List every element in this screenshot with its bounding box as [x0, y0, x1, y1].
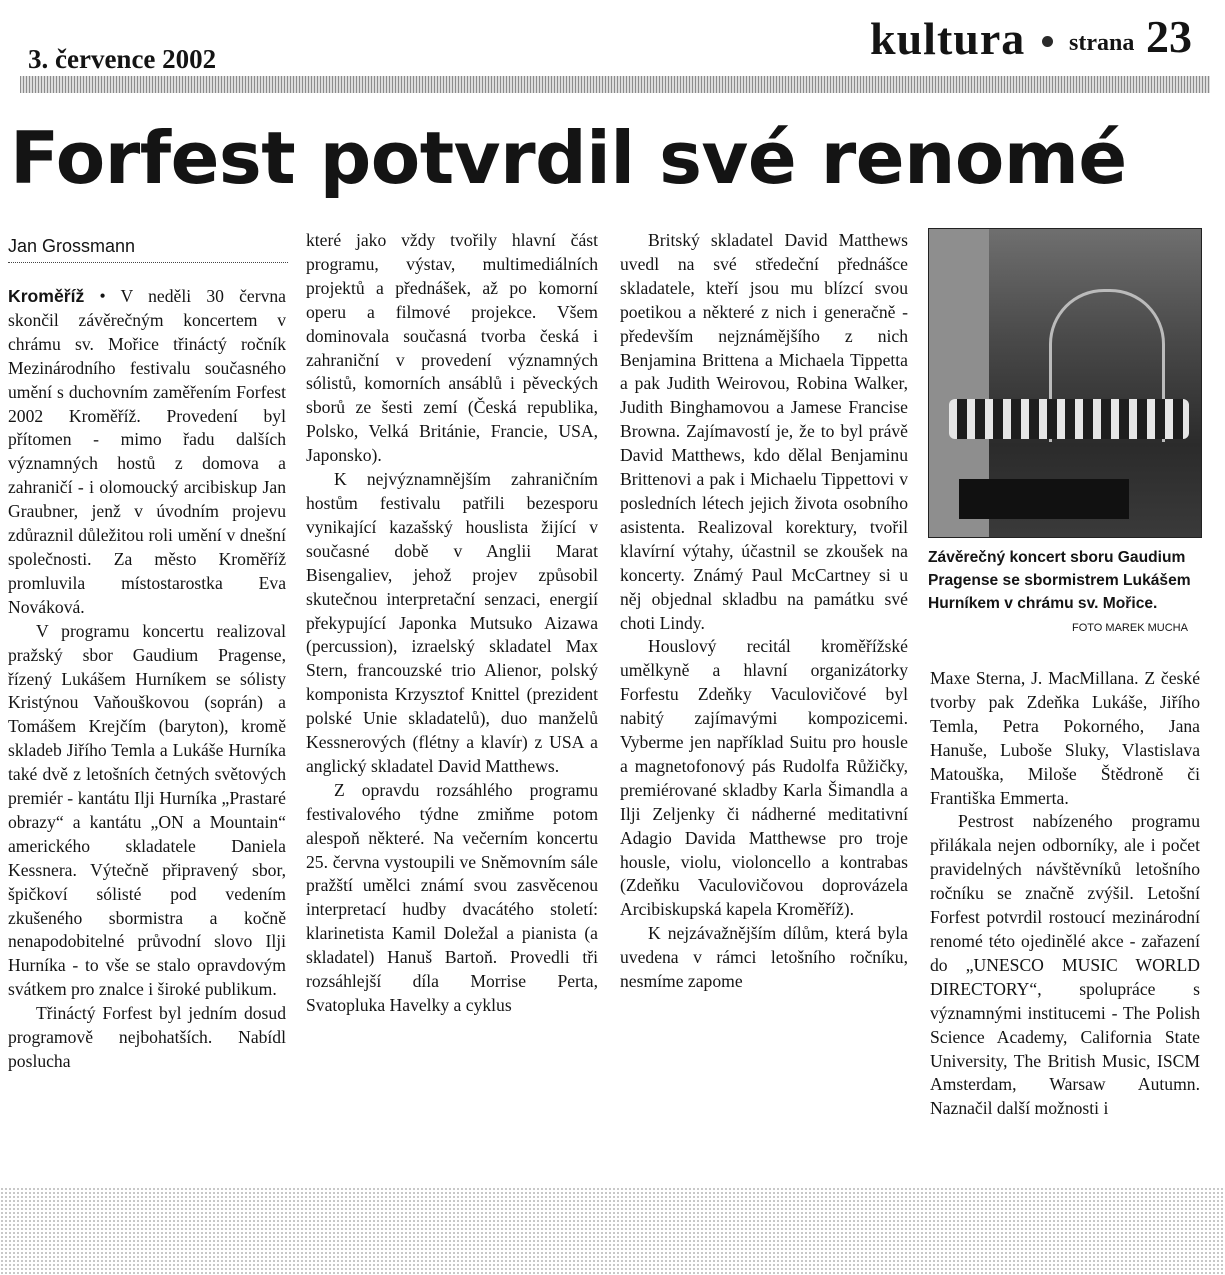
paragraph [8, 285, 286, 620]
scan-dot-pattern [0, 1187, 1225, 1275]
page-number: 23 [1146, 11, 1192, 62]
bullet-icon: • [99, 286, 121, 306]
paragraph: které jako vždy tvořily hlavní část programu, výstav, multimediálních projektů a přednášek, až po komorní operu a filmové projekce. Všem dominovala současná tvorba česká i zahraniční v provedení významných sólistů, komorních ansáblů i pěveckých sborů ze šesti zemí (Česká republika, Polsko, Velká Británie, Francie, USA, Japonsko). [306, 230, 598, 466]
piano-shape [959, 479, 1129, 519]
paragraph: Britský skladatel David Matthews uvedl na své středeční přednášce skladatele, kteří jsou mu blízcí svou poetikou a některé z nich i generačně - především nejznámějšího z nich Benjamina Brittena a Michaela Tippetta a pak Judith Weirovou, Robina Walker, Judith Binghamovou a Jamese Francise Browna. Zajímavostí je, že to byl právě David Matthews, kdo dělal Benjaminu Brittenovi a pak i Michaelu Tippettovi v posledních létech jejich života osobního asistenta. Realizoval korektury, tvořil klavírní výtahy, účastnil se zkoušek na koncerty. Známý Paul McCartney si u něj objednal skladbu na památku své choti Lindy. [620, 230, 908, 633]
paragraph: Houslový recitál kroměřížské umělkyně a hlavní organizátorky Forfestu Zdeňky Vaculovičové byl nabitý zajímavými kompozicemi. Vyberme jen například Suitu pro housle a magnetofonový pás Rudolfa Růžičky, premiérované skladby Karla Šimandla a Ilji Zeljenky či nádherné meditativní Adagio Davida Matthewse pro troje housle, violu, violoncello a kontrabas (Zdeňku Vaculovičovou doprovázela Arcibiskupská kapela Kroměříž). [620, 636, 908, 920]
paragraph: K nejvýznamnějším zahraničním hostům festivalu patřili bezesporu vynikající kazašský houslista žijící v současné době v Anglii Marat Bisengaliev, jehož projev způsobil skutečnou interpretační senzaci, energií překypující Japonka Mutsuko Aizawa (percussion), izraelský skladatel Max Stern, francouzské trio Alienor, polský komponista Krzysztof Knittel (prezident polské Unie skladatelů), duo manželů Kessnerových (flétny a klavír) z USA a anglický skladatel David Matthews. [306, 469, 598, 776]
headline: Forfest potvrdil své renomé [10, 116, 1127, 200]
article-column-3 [620, 229, 908, 1185]
issue-date: 3. července 2002 [28, 44, 217, 74]
article-column-1 [8, 285, 286, 1185]
page-label: strana [1069, 30, 1135, 56]
byline: Jan Grossmann [8, 236, 136, 256]
byline-divider [8, 262, 288, 263]
dateline-place: Kroměříž [8, 286, 85, 306]
choir-figures [949, 399, 1189, 439]
paragraph: V programu koncertu realizoval pražský sbor Gaudium Pragense, řízený Lukášem Hurníkem se sólisty Kristýnou Vaňouškovou (soprán) a Tomášem Krejčím (baryton), kromě skladeb Jiřího Temla a Lukáše Hurníka také dvě z letošních četných světových premiér - kantátu Ilji Hurníka „Prastaré obrazy“ a kantátu „ON a Mountain“ amerického skladatele Daniela Kessnera. Výtečně připravený sbor, špičkoví sólisté pod vedením zkušeného sbormistra a kočně nenapodobitelné průvodní slovo Ilji Hurníka - to vše se stalo opravdovým svátkem pro znalce i široké publikum. [8, 620, 286, 1000]
paragraph: Maxe Sterna, J. MacMillana. Z české tvorby pak Zdeňka Lukáše, Jiřího Temla, Petra Pokorného, Jana Hanuše, Luboše Sluky, Vlastislava Matouška, Miloše Štědroně či Františka Emmerta. [930, 668, 1200, 808]
paragraph: K nejzávažnějším dílům, která byla uvedena v rámci letošního ročníku, nesmíme zapome [620, 923, 908, 992]
photo-caption: Závěrečný koncert sboru Gaudium Pragense se sbormistrem Lukášem Hurníkem v chrámu sv. Mořice. [928, 549, 1191, 612]
article-column-2 [306, 229, 598, 1185]
header-rule [20, 76, 1210, 93]
photo-credit: FOTO MAREK MUCHA [1072, 622, 1188, 634]
paragraph: Třináctý Forfest byl jedním dosud programově nejbohatších. Nabídl poslucha [8, 1003, 286, 1071]
paragraph: Pestrost nabízeného programu přilákala nejen odborníky, ale i počet pravidelných návštěvníků letošního ročníku se značně zvýšil. Letošní Forfest potvrdil rostoucí mezinárodní renomé této ojedinělé akce - zařazení do „UNESCO MUSIC WORLD DIRECTORY“, spolupráce s významnými institucemi - The Polish Science Academy, California State University, The British Music, ISCM Amsterdam, Warsaw Autumn. Naznačil další možnosti i [930, 811, 1200, 1119]
section-title: kultura [870, 13, 1026, 64]
article-column-4 [930, 667, 1200, 1185]
paragraph-text: V neděli 30 června skončil závěrečným koncertem v chrámu sv. Mořice třináctý ročník Mezinárodního festivalu současného umění s duchovním zaměřením Forfest 2002 Kroměříž. Provedení byl přítomen - mimo řadu dalších významných hostů z domova a zahraničí - i olomoucký arcibiskup Jan Graubner, jenž v úvodním projevu zdůraznil důležitou roli umění v dnešní společnosti. Za město Kroměříž promluvila místostarostka Eva Nováková. [8, 286, 286, 617]
paragraph: Z opravdu rozsáhlého programu festivalového týdne zmiňme potom alespoň některé. Na večerním koncertu 25. června vystoupili ve Sněmovním sále pražští umělci známí svou zasvěcenou interpretací hudby dvacátého století: klarinetista Kamil Doležal a pianista (a skladatel) Hanuš Bartoň. Provedli tři rozsáhlejší díla Morrise Perta, Svatopluka Havelky a cyklus [306, 779, 598, 1015]
concert-photo [928, 228, 1202, 538]
bullet-icon [1042, 36, 1053, 47]
